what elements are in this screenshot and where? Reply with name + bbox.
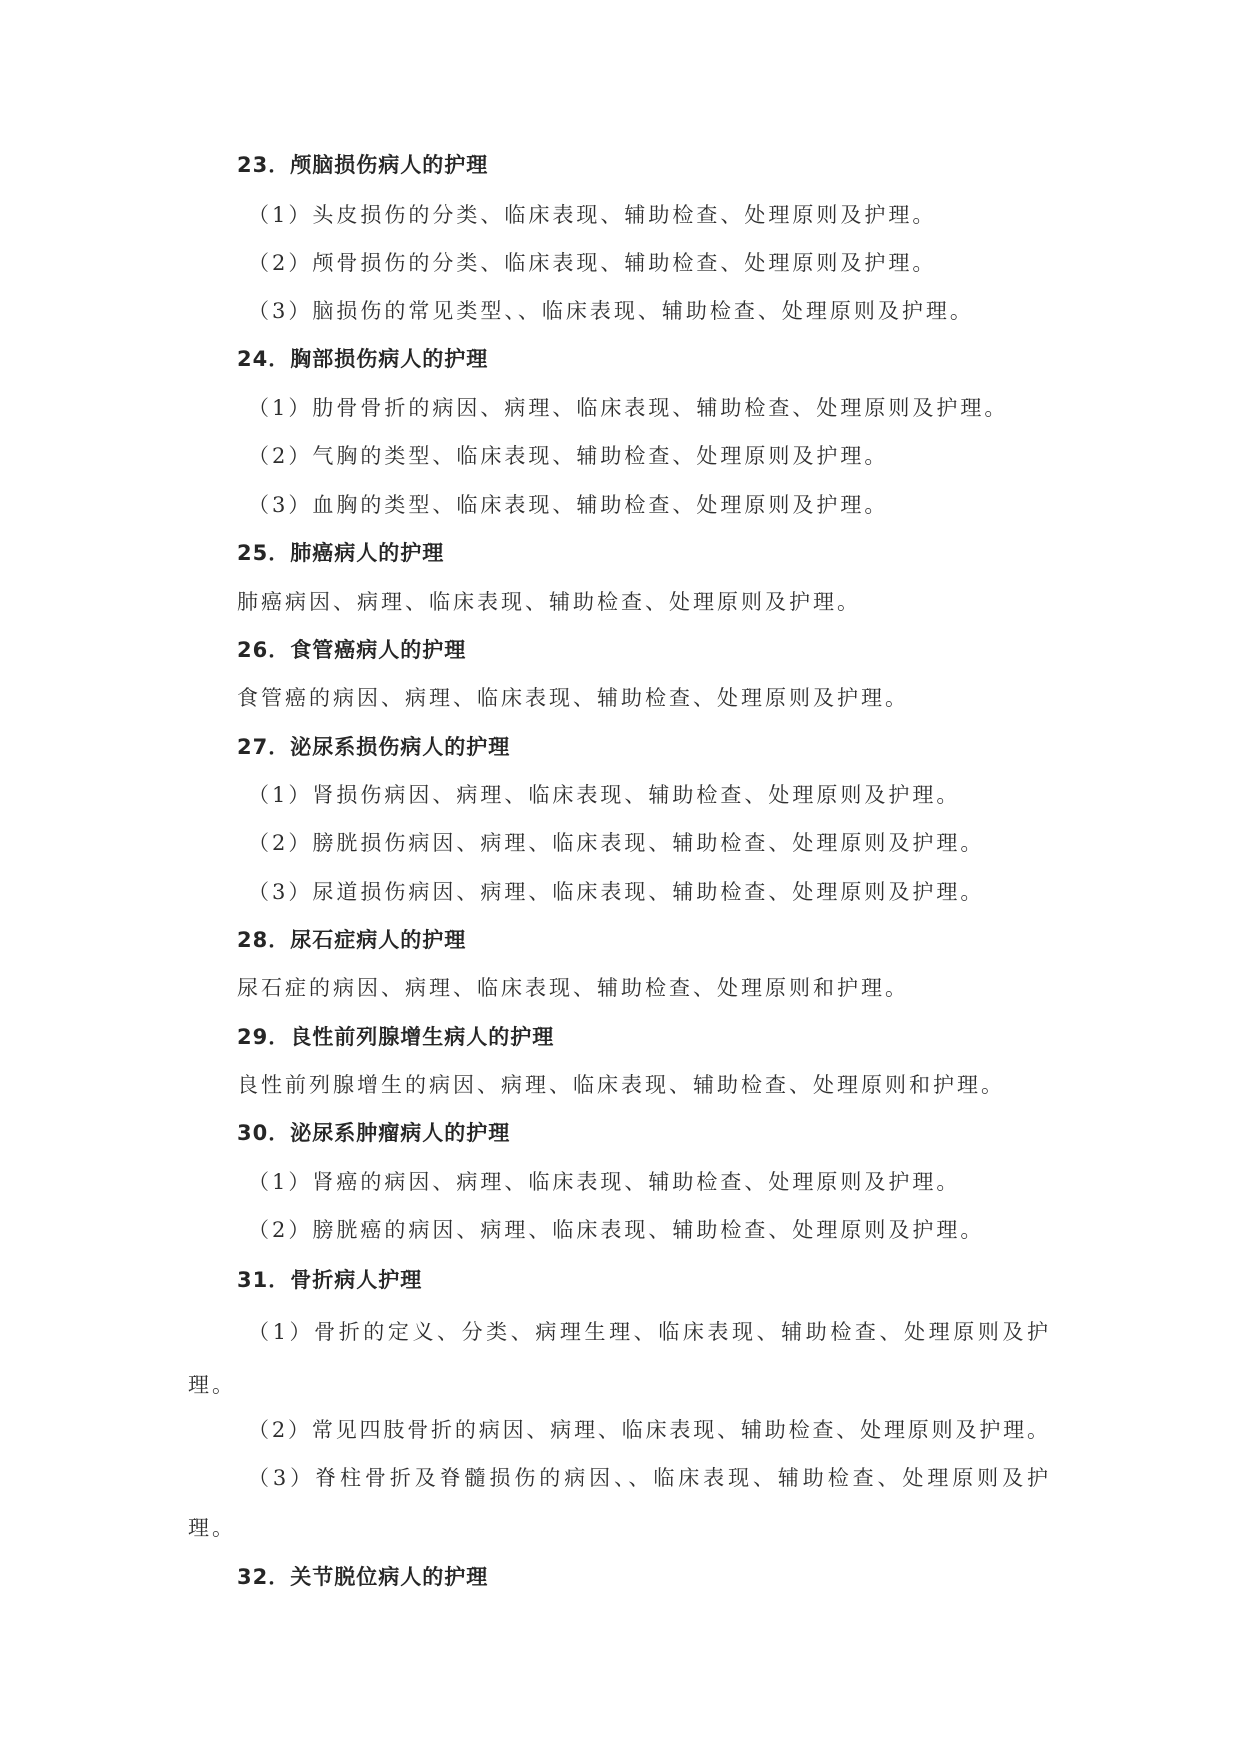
body-paragraph: 食管癌的病因、病理、临床表现、辅助检查、处理原则及护理。	[237, 686, 909, 710]
section-heading-27: 27．泌尿系损伤病人的护理	[237, 735, 511, 759]
list-item: （2）颅骨损伤的分类、临床表现、辅助检查、处理原则及护理。	[248, 251, 937, 275]
section-heading-28: 28．尿石症病人的护理	[237, 928, 467, 952]
section-heading-30: 30．泌尿系肿瘤病人的护理	[237, 1121, 511, 1145]
list-item: （3）尿道损伤病因、病理、临床表现、辅助检查、处理原则及护理。	[248, 880, 985, 904]
list-item: （3）血胸的类型、临床表现、辅助检查、处理原则及护理。	[248, 493, 889, 517]
list-item: （1）骨折的定义、分类、病理生理、临床表现、辅助检查、处理原则及护	[248, 1320, 1048, 1344]
list-item: （1）肋骨骨折的病因、病理、临床表现、辅助检查、处理原则及护理。	[248, 396, 1009, 420]
section-heading-24: 24．胸部损伤病人的护理	[237, 347, 489, 371]
list-item: （1）肾损伤病因、病理、临床表现、辅助检查、处理原则及护理。	[248, 783, 961, 807]
list-item: （3）脊柱骨折及脊髓损伤的病因、、临床表现、辅助检查、处理原则及护	[248, 1466, 1048, 1490]
list-item: （1）肾癌的病因、病理、临床表现、辅助检查、处理原则及护理。	[248, 1170, 961, 1194]
section-heading-32: 32．关节脱位病人的护理	[237, 1565, 489, 1589]
body-paragraph: 尿石症的病因、病理、临床表现、辅助检查、处理原则和护理。	[237, 976, 909, 1000]
section-heading-26: 26．食管癌病人的护理	[237, 638, 467, 662]
list-item: （2）膀胱癌的病因、病理、临床表现、辅助检查、处理原则及护理。	[248, 1218, 985, 1242]
list-item: （2）常见四肢骨折的病因、病理、临床表现、辅助检查、处理原则及护理。	[248, 1418, 1048, 1442]
section-heading-23: 23．颅脑损伤病人的护理	[237, 153, 489, 177]
body-paragraph: 良性前列腺增生的病因、病理、临床表现、辅助检查、处理原则和护理。	[237, 1073, 1005, 1097]
section-heading-31: 31．骨折病人护理	[237, 1268, 423, 1292]
list-item: （2）膀胱损伤病因、病理、临床表现、辅助检查、处理原则及护理。	[248, 831, 985, 855]
section-heading-29: 29．良性前列腺增生病人的护理	[237, 1025, 555, 1049]
body-paragraph: 肺癌病因、病理、临床表现、辅助检查、处理原则及护理。	[237, 590, 861, 614]
list-item-continuation: 理。	[188, 1516, 236, 1540]
section-heading-25: 25．肺癌病人的护理	[237, 541, 445, 565]
list-item-continuation: 理。	[188, 1373, 236, 1397]
list-item: （2）气胸的类型、临床表现、辅助检查、处理原则及护理。	[248, 444, 889, 468]
list-item: （3）脑损伤的常见类型、、临床表现、辅助检查、处理原则及护理。	[248, 299, 974, 323]
list-item: （1）头皮损伤的分类、临床表现、辅助检查、处理原则及护理。	[248, 203, 937, 227]
